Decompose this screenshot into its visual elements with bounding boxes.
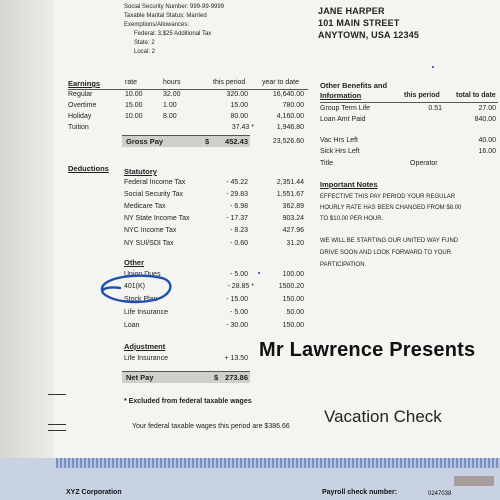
payroll-check-number: 0247038 [428,491,452,497]
marital-status-text: Taxable Marital Status: Married [124,13,207,19]
margin-mark [48,430,66,431]
earnings-row-name: Regular [68,91,93,98]
earnings-row-hours: 1.00 [163,102,177,109]
other-deduction-ytd: 50.00 [286,309,304,316]
earnings-divider [68,89,308,90]
net-pay-label: Net Pay [126,373,154,382]
employee-city: ANYTOWN, USA 12345 [318,30,420,40]
earnings-row-hours: 8.00 [163,113,177,120]
deduction-ytd: 362.89 [282,203,304,210]
earnings-row-period: 80.00 [230,113,248,120]
ink-dot [258,272,260,274]
excluded-footnote: * Excluded from federal taxable wages [124,398,252,405]
deduction-period: - 6.98 [230,203,248,210]
benefits-header-period: this period [404,92,440,99]
note-line: HOURLY RATE HAS BEEN CHANGED FROM $8.00 [320,205,462,211]
note-line: TO $10.00 PER HOUR. [320,216,384,222]
earnings-row-name: Overtime [68,102,97,109]
employee-name: JANE HARPER [318,6,385,16]
other-deduction-ytd: 1500.20 [278,283,304,290]
earnings-row-ytd: 780.00 [282,102,304,109]
deduction-name: NYC Income Tax [124,227,177,234]
benefits-header-total: total to date [456,92,496,99]
left-margin-band [0,0,54,458]
check-corner-stamp [454,476,494,486]
adjustment-period: + 13.50 [224,355,248,362]
net-pay-value: 273.86 [225,373,248,382]
earnings-header-period: this period [213,79,246,86]
net-pay-currency: $ [214,373,219,382]
deduction-ytd: 903.24 [282,215,304,222]
exemptions-label: Exemptions/Allowances: [124,22,190,28]
check-security-pattern [56,458,500,468]
earnings-row-rate: 10.00 [125,91,143,98]
deduction-period: - 29.83 [226,191,248,198]
earnings-row-ytd: 1,946.80 [276,124,304,131]
important-notes-title: Important Notes [320,180,378,189]
earnings-header-rate: rate [125,79,138,86]
gross-divider [122,135,250,136]
federal-allowance: Federal: 3,$25 Additional Tax [134,31,212,37]
margin-mark [48,394,66,395]
deduction-ytd: 1,551.67 [276,191,304,198]
deduction-ytd: 31.20 [286,240,304,247]
other-deduction-period: - 15.00 [226,296,248,303]
deduction-name: Medicare Tax [124,203,166,210]
benefit-name: Sick Hrs Left [320,148,360,155]
earnings-row-period: 15.00 [230,102,248,109]
earnings-row-name: Tuition [68,124,89,131]
ink-dot [432,66,434,68]
deduction-ytd: 2,351.44 [276,179,304,186]
other-benefits-title: Other Benefits and [320,81,388,90]
note-line: WE WILL BE STARTING OUR UNITED WAY FUND [320,238,459,244]
benefit-name: Group Term Life [320,105,371,112]
earnings-row-ytd: 16,640.00 [272,91,304,98]
net-divider [122,371,250,372]
other-deduction-period: - 28.85 * [227,283,254,290]
other-deduction-name: Union Dues [124,271,161,278]
adjustment-name: Life Insurance [124,355,168,362]
benefit-total: 40.00 [478,137,496,144]
deduction-ytd: 427.96 [282,227,304,234]
margin-mark [48,424,66,425]
other-deduction-period: - 5.00 [230,271,248,278]
hand-drawn-circle-annotation [96,270,176,306]
earnings-row-hours: 32.00 [163,91,181,98]
mr-lawrence-title: Mr Lawrence Presents [259,339,476,361]
earnings-row-period: 320.00 [226,91,248,98]
earnings-row-rate: 15.00 [125,102,143,109]
benefit-total: 16.00 [478,148,496,155]
benefits-divider [320,102,498,103]
other-deduction-ytd: 100.00 [282,271,304,278]
earnings-header-ytd: year to date [262,79,299,86]
statutory-label: Statutory [124,167,157,176]
state-allowance: State: 2 [134,40,155,46]
taxable-wages-footnote: Your federal taxable wages this period are $386.66 [132,423,290,430]
other-deduction-name: Loan [124,322,140,329]
earnings-row-ytd: 4,160.00 [276,113,304,120]
information-title: Information [320,91,362,100]
deduction-period: - 0.60 [230,240,248,247]
other-deduction-period: - 5.00 [230,309,248,316]
deduction-name: NY State Income Tax [124,215,190,222]
note-line: PARTICIPATION. [320,262,367,268]
other-deduction-name: Stock Plan [124,296,158,303]
adjustment-label: Adjustment [124,342,166,351]
payroll-check-label: Payroll check number: [322,489,398,496]
gross-pay-ytd: 23,526.60 [272,138,304,145]
note-line: DRIVE SOON AND LOOK FORWARD TO YOUR [320,250,452,256]
benefit-name: Title [320,160,333,167]
benefit-total: 27.00 [478,105,496,112]
deduction-name: NY SUI/SDI Tax [124,240,174,247]
other-deduction-name: Life Insurance [124,309,168,316]
other-deduction-period: - 30.00 [226,322,248,329]
local-allowance: Local: 2 [134,49,156,55]
ssn-text: Social Security Number: 999-99-9999 [124,4,225,10]
deduction-period: - 45.22 [226,179,248,186]
earnings-row-period: 37.43 * [231,124,254,131]
deductions-label: Deductions [68,164,109,173]
benefit-period: 0.51 [428,105,442,112]
vacation-check-caption: Vacation Check [324,407,442,426]
deduction-period: - 8.23 [230,227,248,234]
benefit-job-title: Operator [410,160,438,167]
earnings-header-hours: hours [163,79,181,86]
other-label: Other [124,258,145,267]
other-deduction-name: 401(K) [124,283,146,290]
deduction-name: Federal Income Tax [124,179,186,186]
other-deduction-ytd: 150.00 [282,296,304,303]
note-line: EFFECTIVE THIS PAY PERIOD YOUR REGULAR [320,194,456,200]
benefit-name: Loan Amt Paid [320,116,366,123]
benefit-total: 840.00 [474,116,496,123]
gross-pay-currency: $ [205,137,210,146]
other-deduction-ytd: 150.00 [282,322,304,329]
benefit-name: Vac Hrs Left [320,137,358,144]
check-company-name: XYZ Corporation [66,489,122,496]
gross-pay-label: Gross Pay [126,137,164,146]
employee-street: 101 MAIN STREET [318,18,400,28]
earnings-label: Earnings [68,79,101,88]
deduction-period: - 17.37 [226,215,248,222]
gross-pay-period: 452.43 [225,137,248,146]
earnings-row-rate: 10.00 [125,113,143,120]
earnings-row-name: Holiday [68,113,92,120]
deduction-name: Social Security Tax [124,191,184,198]
